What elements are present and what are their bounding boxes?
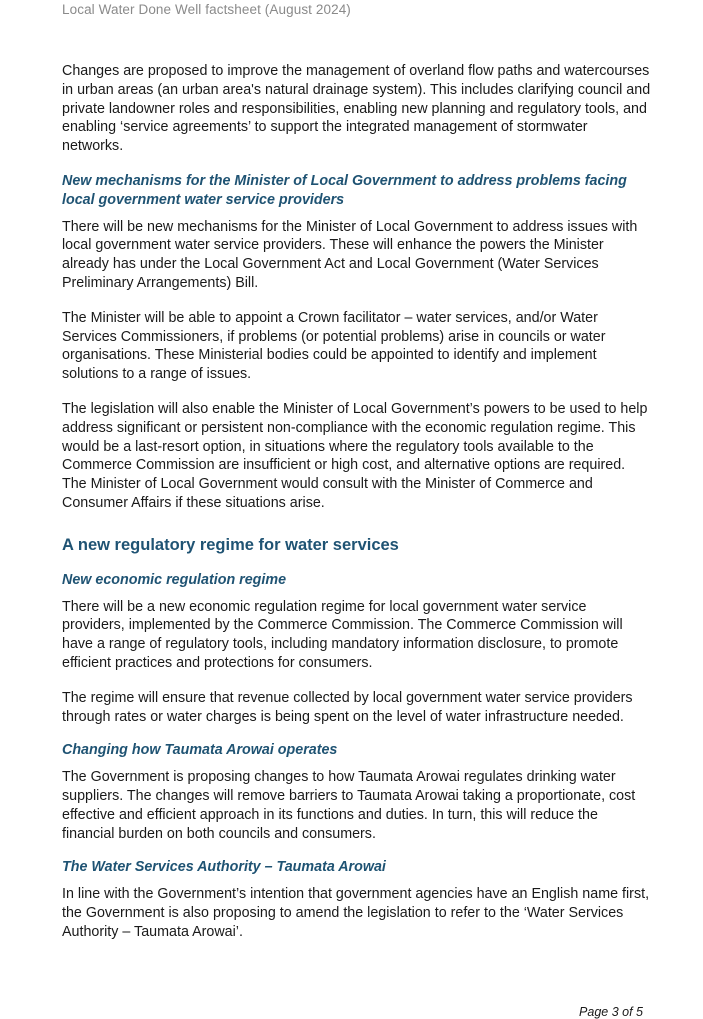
paragraph-minister-2: The Minister will be able to appoint a Crown facilitator – water services, and/or Water Services Commissioners, if problems (or potential problems) arise in councils or water organisations. These Ministerial bodies could be appointed to identify and implement solutions to a range of issues. <box>62 309 606 383</box>
paragraph-minister-3: The legislation will also enable the Minister of Local Government’s powers to be used to help address significant or persistent non-compliance with the economic regulation regime. This would be a last-resort option, in situations where the regulatory tools available to the Commerce Commission are insufficient or high cost, and alternative options are required. The Minister of Local Government would consult with the Minister of Commerce and Consumer Affairs if these situations arise. <box>62 400 648 511</box>
subheading-economic-regulation: New economic regulation regime <box>62 571 287 588</box>
paragraph-taumata-arowai: The Government is proposing changes to how Taumata Arowai regulates drinking water suppliers. The changes will remove barriers to Taumata Arowai taking a proportionate, cost effective and efficient approach in its functions and duties. In turn, this will reduce the financial burden on both councils and consumers. <box>62 769 636 842</box>
paragraph-overland-flow: Changes are proposed to improve the management of overland flow paths and watercourses in urban areas (an urban area's natural drainage system). This includes clarifying council and private landowner roles and responsibilities, enabling new planning and regulatory tools, and enabling ‘service agreements’ to support the integrated management of stormwater networks. <box>62 63 651 155</box>
subheading-minister-mechanisms: New mechanisms for the Minister of Local Government to address problems facing local government water service providers <box>62 172 627 208</box>
page-number: Page 3 of 5 <box>579 1005 643 1019</box>
paragraph-economic-1: There will be a new economic regulation regime for local government water service providers, implemented by the Commerce Commission. The Commerce Commission will have a range of regulatory tools, including mandatory information disclosure, to promote efficient practices and protections for consumers. <box>62 598 623 671</box>
subheading-water-services-authority: The Water Services Authority – Taumata Arowai <box>62 859 386 876</box>
paragraph-economic-2: The regime will ensure that revenue collected by local government water service providers through rates or water charges is being spent on the level of water infrastructure needed. <box>62 689 633 725</box>
heading-regulatory-regime: A new regulatory regime for water services <box>62 535 399 554</box>
paragraph-water-services-authority: In line with the Government’s intention that government agencies have an English name first, the Government is also proposing to amend the legislation to refer to the ‘Water Services Authority – Taumata Arowai’. <box>62 886 650 940</box>
subheading-taumata-arowai: Changing how Taumata Arowai operates <box>62 742 338 759</box>
paragraph-minister-1: There will be new mechanisms for the Minister of Local Government to address issues with local government water service providers. These will enhance the powers the Minister already has under the Local Government Act and Local Government (Water Services Preliminary Arrangements) Bill. <box>62 218 638 291</box>
document-header: Local Water Done Well factsheet (August 2024) <box>62 2 351 17</box>
document-body <box>62 62 652 941</box>
